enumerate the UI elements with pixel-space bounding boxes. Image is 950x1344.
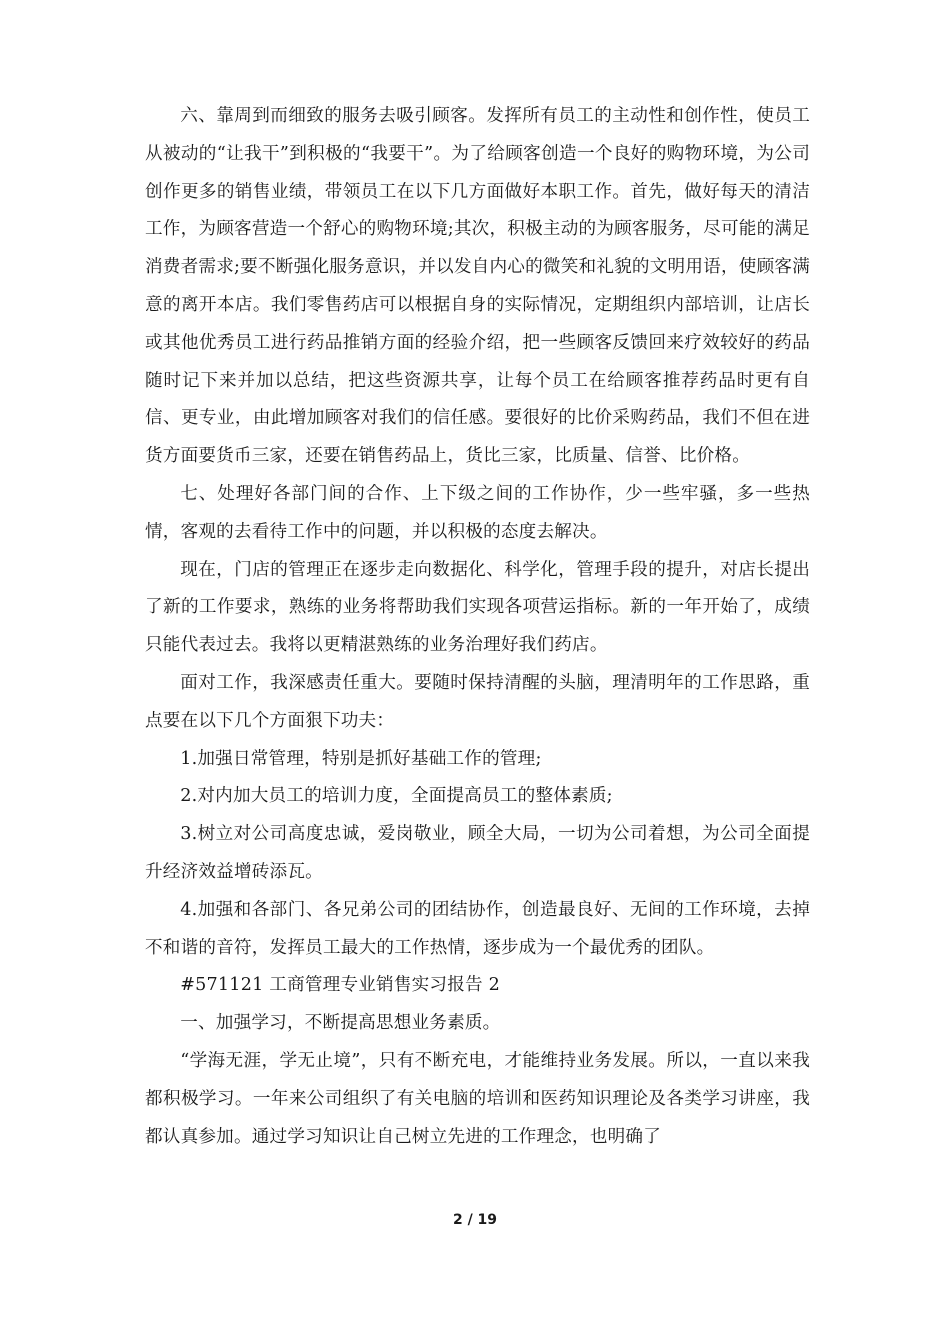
document-body — [145, 98, 810, 1156]
paragraph-management: 现在，门店的管理正在逐步走向数据化、科学化，管理手段的提升，对店长提出了新的工作要求，熟练的业务将帮助我们实现各项营运指标。新的一年开始了，成绩只能代表过去。我将以更精湛熟练的业务治理好我们药店。 — [145, 559, 810, 656]
paragraph-cooperation: 七、处理好各部门间的合作、上下级之间的工作协作，少一些牢骚，多一些热情，客观的去看待工作中的问题，并以积极的态度去解决。 — [145, 483, 810, 542]
list-item-1: 1.加强日常管理，特别是抓好基础工作的管理; — [180, 748, 542, 769]
list-item-2: 2.对内加大员工的培训力度，全面提高员工的整体素质; — [180, 786, 613, 807]
paragraph-responsibility: 面对工作，我深感责任重大。要随时保持清醒的头脑，理清明年的工作思路，重点要在以下几个方面狠下功夫： — [145, 672, 810, 731]
section-heading: #571121 工商管理专业销售实习报告 2 — [180, 975, 500, 996]
paragraph-learning: “学海无涯，学无止境”，只有不断充电，才能维持业务发展。所以，一直以来我都积极学习。一年来公司组织了有关电脑的培训和医药知识理论及各类学习讲座，我都认真参加。通过学习知识让自己树立先进的工作理念，也明确了 — [145, 1050, 810, 1147]
paragraph-service: 六、靠周到而细致的服务去吸引顾客。发挥所有员工的主动性和创作性，使员工从被动的“让我干”到积极的“我要干”。为了给顾客创造一个良好的购物环境，为公司创作更多的销售业绩，带领员工在以下几方面做好本职工作。首先，做好每天的清洁工作，为顾客营造一个舒心的购物环境;其次，积极主动的为顾客服务，尽可能的满足消费者需求;要不断强化服务意识，并以发自内心的微笑和礼貌的文明用语，使顾客满意的离开本店。我们零售药店可以根据自身的实际情况，定期组织内部培训，让店长或其他优秀员工进行药品推销方面的经验介绍，把一些顾客反馈回来疗效较好的药品随时记下来并加以总结，把这些资源共享，让每个员工在给顾客推荐药品时更有自信、更专业，由此增加顾客对我们的信任感。要很好的比价采购药品，我们不但在进货方面要货币三家，还要在销售药品上，货比三家，比质量、信誉、比价格。 — [145, 106, 810, 467]
subsection-heading: 一、加强学习，不断提高思想业务素质。 — [180, 1013, 501, 1034]
page-number: 2 / 19 — [452, 1212, 498, 1228]
list-item-3: 3.树立对公司高度忠诚，爱岗敬业，顾全大局，一切为公司着想，为公司全面提升经济效益增砖添瓦。 — [145, 824, 810, 882]
list-item-4: 4.加强和各部门、各兄弟公司的团结协作，创造最良好、无间的工作环境，去掉不和谐的音符，发挥员工最大的工作热情，逐步成为一个最优秀的团队。 — [145, 899, 810, 958]
